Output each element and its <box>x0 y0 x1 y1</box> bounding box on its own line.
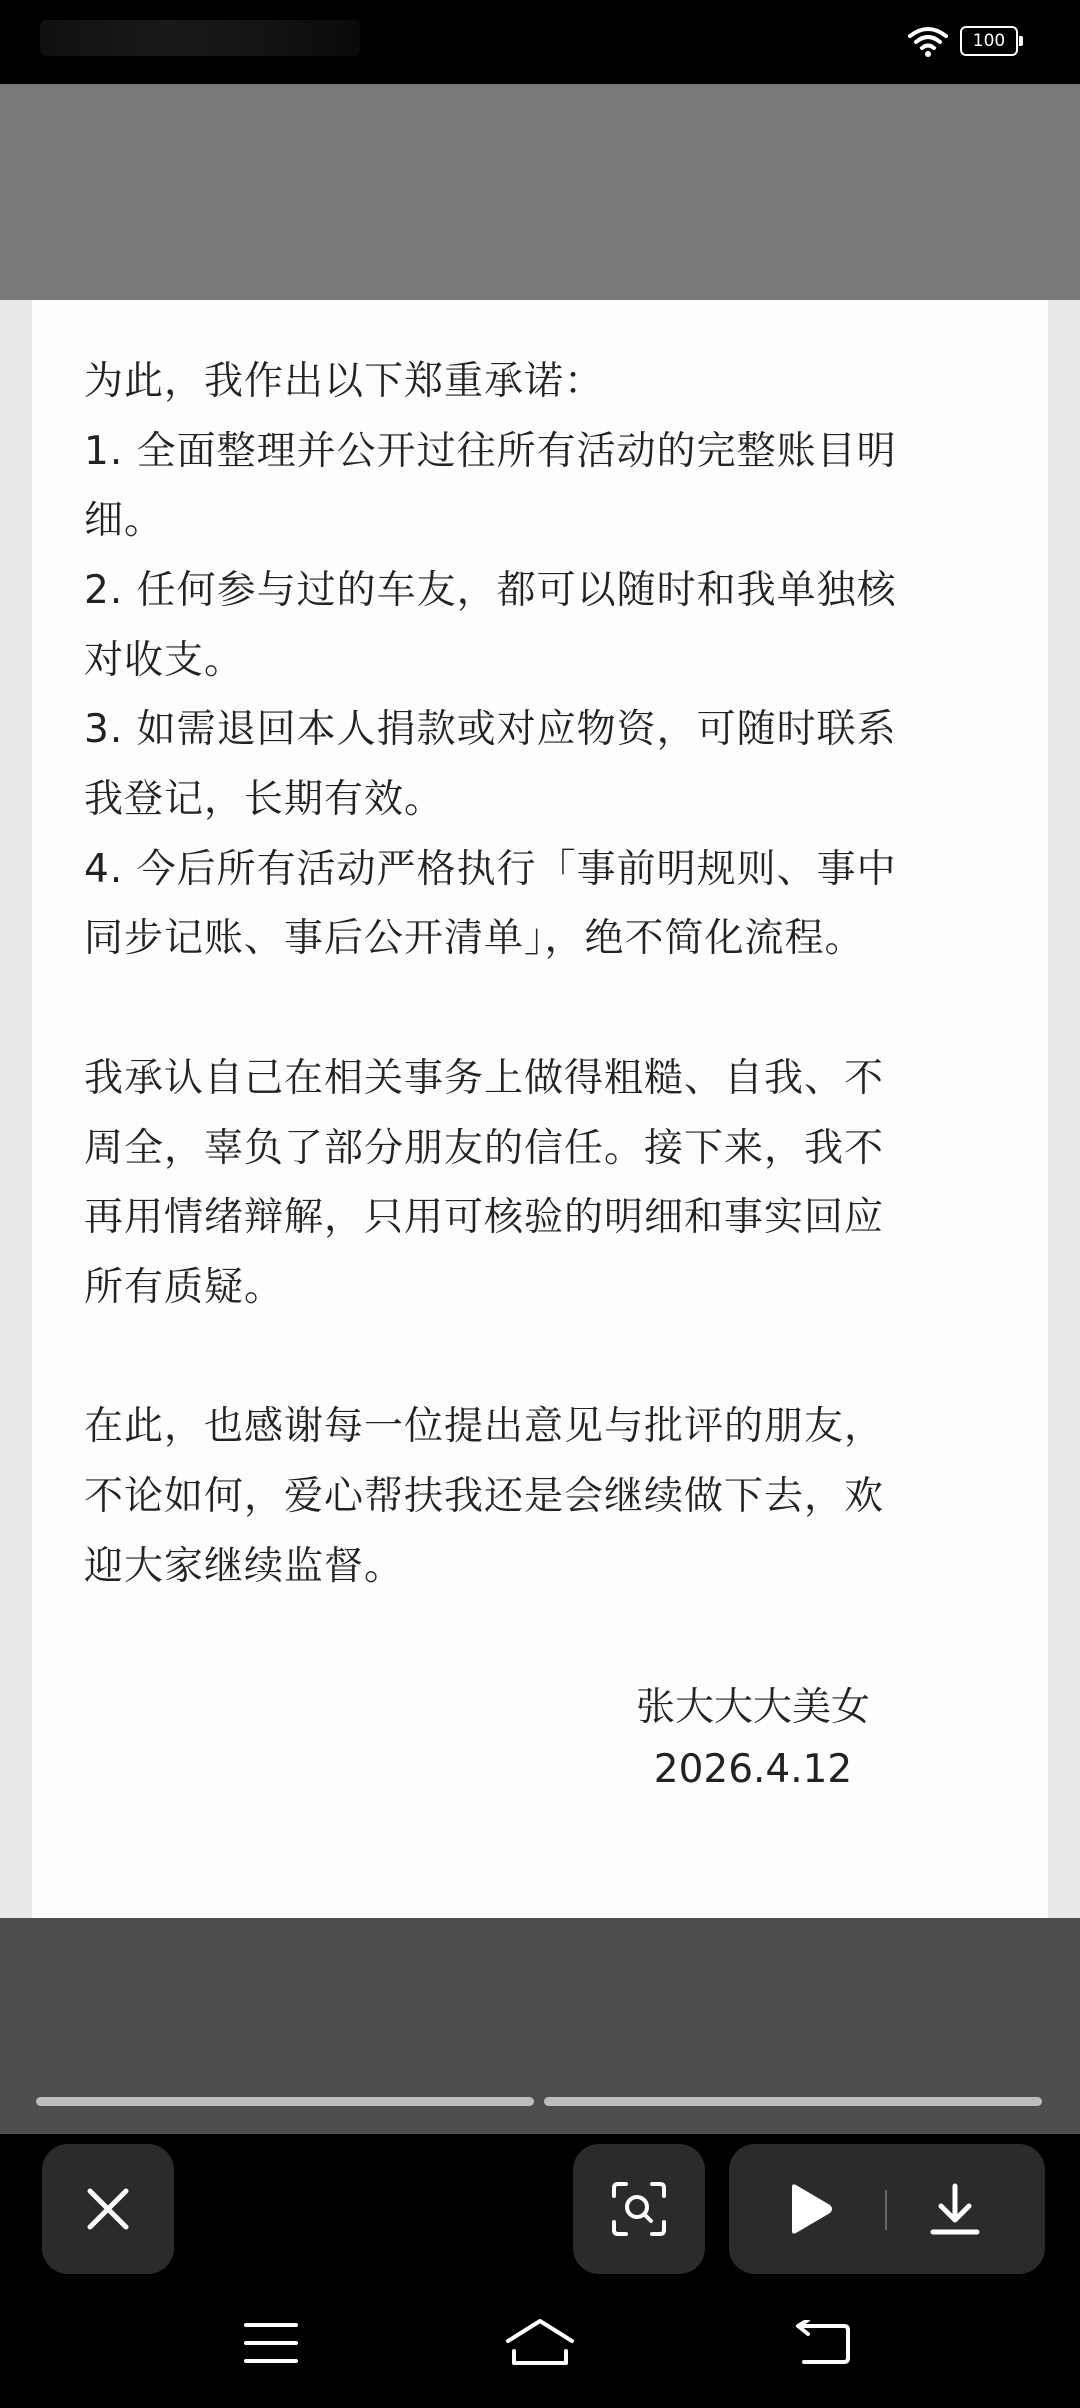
menu-icon <box>244 2321 298 2365</box>
play-icon <box>786 2183 834 2235</box>
document-line: 在此，也感谢每一位提出意见与批评的朋友， <box>84 1404 885 1449</box>
document-line: 为此，我作出以下郑重承诺： <box>84 359 605 404</box>
page-scrubber-left[interactable] <box>36 2097 534 2106</box>
image-search-icon <box>610 2180 668 2238</box>
document-line: 所有质疑。 <box>84 1265 285 1310</box>
document-line: 我承认自己在相关事务上做得粗糙、自我、不 <box>84 1056 885 1101</box>
document-line: 同步记账、事后公开清单」，绝不简化流程。 <box>84 916 865 961</box>
document-image[interactable] <box>0 300 1080 1918</box>
close-button[interactable] <box>42 2144 174 2274</box>
status-bar <box>0 0 1080 84</box>
document-line: 周全，辜负了部分朋友的信任。接下来，我不 <box>84 1126 885 1171</box>
home-button[interactable] <box>495 2298 585 2388</box>
document-line: 对收支。 <box>84 638 245 683</box>
home-icon <box>504 2317 576 2369</box>
download-button[interactable] <box>915 2174 995 2244</box>
back-icon <box>794 2320 852 2366</box>
page-scrubber-right[interactable] <box>544 2097 1042 2106</box>
close-icon <box>84 2185 132 2233</box>
wifi-icon <box>906 24 950 58</box>
viewer-toolbar <box>0 2134 1080 2274</box>
signature-name: 张大大大美女 <box>635 1685 870 1730</box>
back-button[interactable] <box>778 2298 868 2388</box>
signature-date: 2026.4.12 <box>653 1747 853 1792</box>
status-notifications-blurred <box>40 20 360 56</box>
document-line: 我登记，长期有效。 <box>84 777 445 822</box>
toolbar-divider <box>885 2190 887 2230</box>
menu-button[interactable] <box>226 2298 316 2388</box>
navigation-bar <box>0 2274 1080 2408</box>
download-icon <box>929 2182 981 2236</box>
media-actions-group <box>729 2144 1045 2274</box>
document-line: 3. 如需退回本人捐款或对应物资，可随时联系 <box>84 707 897 752</box>
document-line: 2. 任何参与过的车友，都可以随时和我单独核 <box>84 568 897 613</box>
document-line: 4. 今后所有活动严格执行「事前明规则、事中 <box>84 847 897 892</box>
document-line: 不论如何，爱心帮扶我还是会继续做下去，欢 <box>84 1474 885 1519</box>
document-line: 再用情绪辩解，只用可核验的明细和事实回应 <box>84 1195 885 1240</box>
document-line: 迎大家继续监督。 <box>84 1544 405 1589</box>
document-line: 1. 全面整理并公开过往所有活动的完整账目明 <box>84 429 897 474</box>
viewer-background-top <box>0 84 1080 300</box>
play-button[interactable] <box>775 2174 845 2244</box>
document-line: 细。 <box>84 498 165 543</box>
image-search-button[interactable] <box>573 2144 705 2274</box>
battery-icon <box>960 26 1018 56</box>
battery-level: 100 <box>972 30 1006 51</box>
